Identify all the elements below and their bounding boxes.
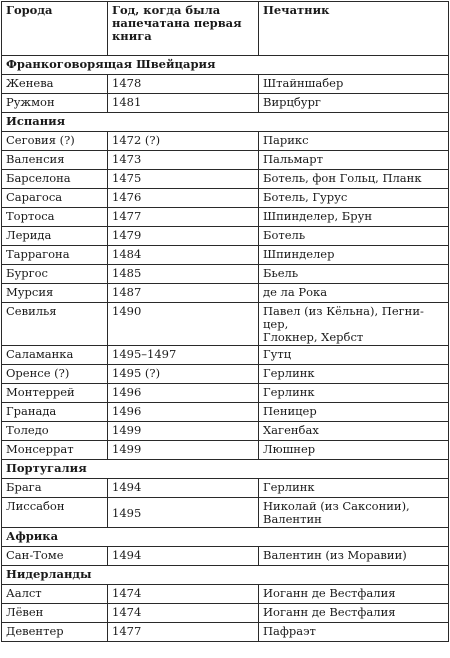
table-row: [2, 132, 449, 151]
section-row: [2, 56, 449, 75]
table-row: [2, 498, 449, 528]
header-city: Города: [2, 2, 108, 56]
table-row: [2, 75, 449, 94]
table-row: [2, 265, 449, 284]
cell-city: Сеговия (?): [2, 132, 108, 151]
cell-year: 1499: [108, 422, 259, 441]
cell-city: Валенсия: [2, 151, 108, 170]
table-row: [2, 346, 449, 365]
cell-printer: Герлинк: [259, 384, 449, 403]
table-row: [2, 441, 449, 460]
cell-year: 1476: [108, 189, 259, 208]
table-row: [2, 170, 449, 189]
table-body: [2, 56, 449, 642]
cell-line: Глокнер, Хербст: [263, 330, 364, 344]
cell-year: 1490: [108, 303, 259, 346]
table-row: [2, 227, 449, 246]
cell-printer: Штайншабер: [259, 75, 449, 94]
table-row: [2, 365, 449, 384]
cell-year: 1494: [108, 547, 259, 566]
section-title: Нидерланды: [2, 566, 449, 585]
cell-year: 1477: [108, 208, 259, 227]
cell-printer: Ботель, фон Гольц, Планк: [259, 170, 449, 189]
cell-line: Николай (из Саксонии),: [263, 499, 410, 513]
table-row: [2, 547, 449, 566]
table-row: [2, 246, 449, 265]
cell-printer: Ботель: [259, 227, 449, 246]
cell-printer: Шпинделер, Брун: [259, 208, 449, 227]
cell-printer: Хагенбах: [259, 422, 449, 441]
header-printer: Печатник: [259, 2, 449, 56]
cell-printer: Гутц: [259, 346, 449, 365]
cell-line: Валентин: [263, 512, 322, 526]
section-row: [2, 113, 449, 132]
section-row: [2, 566, 449, 585]
table-row: [2, 623, 449, 642]
cell-year: 1475: [108, 170, 259, 189]
table-row: [2, 189, 449, 208]
cell-city: Гранада: [2, 403, 108, 422]
cell-city: Брага: [2, 479, 108, 498]
printing-history-table: [1, 1, 449, 642]
cell-city: Монсеррат: [2, 441, 108, 460]
cell-city: Мурсия: [2, 284, 108, 303]
cell-city: Барселона: [2, 170, 108, 189]
cell-city: Севилья: [2, 303, 108, 346]
cell-printer: Пеницер: [259, 403, 449, 422]
cell-year: 1499: [108, 441, 259, 460]
cell-year: 1496: [108, 403, 259, 422]
cell-year: 1474: [108, 604, 259, 623]
header-row: [2, 2, 449, 56]
cell-line: цер,: [263, 317, 289, 331]
header-year: Год, когда была напечатана первая книга: [108, 2, 259, 56]
cell-city: Тортоса: [2, 208, 108, 227]
cell-printer: Герлинк: [259, 479, 449, 498]
cell-year: 1478: [108, 75, 259, 94]
cell-city: Ружмон: [2, 94, 108, 113]
cell-printer: Пафраэт: [259, 623, 449, 642]
table-row: [2, 422, 449, 441]
section-title: Франкоговорящая Швейцария: [2, 56, 449, 75]
cell-year: 1474: [108, 585, 259, 604]
cell-city: Девентер: [2, 623, 108, 642]
cell-year: 1485: [108, 265, 259, 284]
table-row: [2, 403, 449, 422]
cell-year: 1473: [108, 151, 259, 170]
cell-city: Бургос: [2, 265, 108, 284]
table-row: [2, 604, 449, 623]
cell-city: Толедо: [2, 422, 108, 441]
cell-printer: Бьель: [259, 265, 449, 284]
cell-city: Лерида: [2, 227, 108, 246]
cell-city: Саламанка: [2, 346, 108, 365]
cell-city: Монтеррей: [2, 384, 108, 403]
cell-city: Оренсе (?): [2, 365, 108, 384]
cell-year: 1484: [108, 246, 259, 265]
cell-city: Лёвен: [2, 604, 108, 623]
cell-year: 1477: [108, 623, 259, 642]
cell-printer: Пальмарт: [259, 151, 449, 170]
cell-city: Лиссабон: [2, 498, 108, 528]
cell-year: 1479: [108, 227, 259, 246]
cell-year: 1495 (?): [108, 365, 259, 384]
section-title: Португалия: [2, 460, 449, 479]
cell-printer: Валентин (из Моравии): [259, 547, 449, 566]
cell-printer: Вирцбург: [259, 94, 449, 113]
cell-line: Павел (из Кёльна), Пегни-: [263, 304, 424, 318]
cell-printer: Парикс: [259, 132, 449, 151]
table-row: [2, 479, 449, 498]
cell-year: 1496: [108, 384, 259, 403]
cell-city: Сарагоса: [2, 189, 108, 208]
table-row: [2, 284, 449, 303]
table-row: [2, 585, 449, 604]
cell-printer: Шпинделер: [259, 246, 449, 265]
table-row: [2, 208, 449, 227]
cell-city: Аалст: [2, 585, 108, 604]
cell-printer: Люшнер: [259, 441, 449, 460]
cell-printer: Иоганн де Вестфалия: [259, 585, 449, 604]
cell-city: Таррагона: [2, 246, 108, 265]
table-row: [2, 303, 449, 346]
cell-city: Женева: [2, 75, 108, 94]
cell-year: 1495: [108, 498, 259, 528]
section-row: [2, 460, 449, 479]
cell-year: 1495–1497: [108, 346, 259, 365]
table-row: [2, 384, 449, 403]
section-title: Испания: [2, 113, 449, 132]
cell-year: 1472 (?): [108, 132, 259, 151]
cell-year: 1481: [108, 94, 259, 113]
cell-city: Сан-Томе: [2, 547, 108, 566]
table-row: [2, 151, 449, 170]
table-row: [2, 94, 449, 113]
cell-year: 1487: [108, 284, 259, 303]
cell-printer: Ботель, Гурус: [259, 189, 449, 208]
cell-printer: [259, 303, 449, 346]
cell-printer: Иоганн де Вестфалия: [259, 604, 449, 623]
cell-printer: [259, 498, 449, 528]
section-row: [2, 528, 449, 547]
cell-printer: Герлинк: [259, 365, 449, 384]
section-title: Африка: [2, 528, 449, 547]
cell-printer: де ла Рока: [259, 284, 449, 303]
cell-year: 1494: [108, 479, 259, 498]
